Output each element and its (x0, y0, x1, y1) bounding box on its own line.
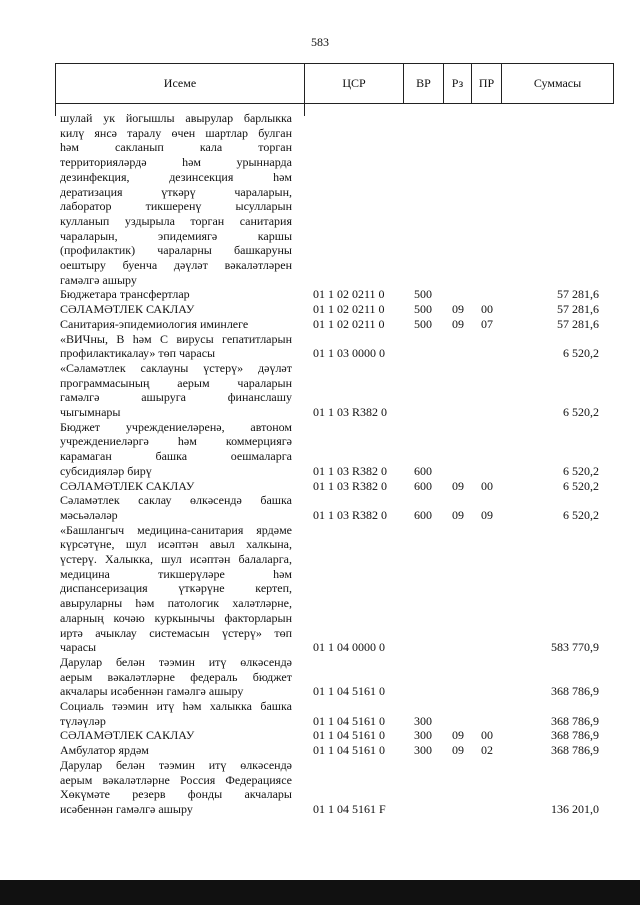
row-name-line: (профилактик) чараларны башкаруны (60, 243, 292, 258)
row-rz: 09 (452, 743, 464, 758)
row-sum: 368 786,9 (551, 684, 599, 699)
row-name-line: авыруларны һәм патологик халәтләрне, (60, 596, 292, 611)
row-pr: 00 (481, 302, 493, 317)
row-csr: 01 1 04 5161 0 (313, 713, 385, 728)
header-name: Исеме (55, 63, 305, 104)
table-row (0, 479, 640, 494)
row-name-line: түләүләр (60, 713, 106, 728)
row-sum: 583 770,9 (551, 640, 599, 655)
row-vr: 300 (414, 743, 432, 758)
header-sum: Суммасы (501, 63, 614, 104)
row-name-line: СӘЛАМӘТЛЕК САКЛАУ (60, 302, 195, 317)
row-name (60, 523, 292, 655)
row-vr: 600 (414, 463, 432, 478)
row-name-line: «ВИЧны, В һәм С вирусы гепатитларын (60, 331, 292, 346)
header-vr: ВР (403, 63, 444, 104)
row-name-line: иртә ачыклау системасын үстерү» төп (60, 625, 292, 640)
row-name-line: һәм сакланып кала торган (60, 140, 292, 155)
row-pr: 00 (481, 478, 493, 493)
row-csr: 01 1 03 R382 0 (313, 404, 388, 419)
row-name-line: Социаль тәэмин итү һәм халыкка башка (60, 699, 292, 713)
row-name-line: «Сәламәтлек саклауны үстерү» дәүләт (60, 360, 292, 375)
row-name-line: Дарулар белән тәэмин итү өлкәсендә (60, 757, 292, 772)
row-sum: 6 520,2 (563, 507, 599, 522)
row-csr: 01 1 03 R382 0 (313, 507, 388, 522)
row-name (60, 699, 292, 728)
row-rz: 09 (452, 507, 464, 522)
row-name-line: СӘЛАМӘТЛЕК САКЛАУ (60, 728, 195, 743)
row-sum: 57 281,6 (557, 287, 599, 302)
row-name-line: шулай ук йогышлы авырулар барлыкка (60, 111, 292, 125)
row-sum: 368 786,9 (551, 713, 599, 728)
row-rz: 09 (452, 728, 464, 743)
row-name-line: чараларын, эпидемиягә каршы (60, 228, 292, 243)
table-row (0, 523, 640, 655)
row-name-line: СӘЛАМӘТЛЕК САКЛАУ (60, 478, 195, 493)
header-pr: ПР (471, 63, 502, 104)
row-sum: 57 281,6 (557, 316, 599, 331)
row-name (60, 758, 292, 817)
row-name-line: «Башлангыч медицина-санитария ярдәме (60, 522, 292, 537)
row-sum: 6 520,2 (563, 404, 599, 419)
row-name (60, 479, 292, 494)
row-csr: 01 1 04 5161 0 (313, 728, 385, 743)
row-name-line: кулланып уздырыла торган санитария (60, 213, 292, 228)
row-name (60, 332, 292, 361)
row-vr: 300 (414, 728, 432, 743)
row-name-line: чыгымнары (60, 405, 121, 419)
row-name-line: акчалары исәбеннән гамәлгә ашыру (60, 684, 244, 699)
row-sum: 6 520,2 (563, 463, 599, 478)
row-pr: 07 (481, 316, 493, 331)
row-name (60, 728, 292, 743)
row-rz: 09 (452, 478, 464, 493)
row-sum: 368 786,9 (551, 743, 599, 758)
row-name (60, 361, 292, 420)
row-csr: 01 1 04 5161 0 (313, 743, 385, 758)
row-pr: 02 (481, 743, 493, 758)
table-header (55, 63, 614, 104)
row-csr: 01 1 04 5161 0 (313, 684, 385, 699)
row-name-line: Санитария-эпидемиология иминлеге (60, 316, 249, 331)
row-csr: 01 1 04 5161 F (313, 801, 386, 816)
row-rz: 09 (452, 302, 464, 317)
row-name-line: гамәлгә ашыруга финанслашу (60, 390, 292, 405)
header-csr: ЦСР (304, 63, 404, 104)
row-name (60, 743, 292, 758)
row-name-line: оештыру буенча дәүләт вәкаләтләрен (60, 258, 292, 273)
row-name (60, 302, 292, 317)
row-name-line: үстерү. Халыкка, шул исәптән балаларга, (60, 552, 292, 566)
row-name-line: аерым вәкаләтләрне Россия Федерациясе (60, 772, 292, 787)
table-row (0, 728, 640, 743)
table-row (0, 655, 640, 699)
row-vr: 500 (414, 302, 432, 317)
row-name-line: килү янсә таралу өчен шартлар булган (60, 125, 292, 140)
table-row (0, 758, 640, 817)
table-row (0, 699, 640, 728)
row-csr: 01 1 04 0000 0 (313, 640, 385, 655)
table-row (0, 361, 640, 420)
row-name-line: медицина тикшерүләре һәм (60, 566, 292, 581)
row-name-line: Амбулатор ярдәм (60, 743, 149, 758)
table-row (0, 332, 640, 361)
row-sum: 136 201,0 (551, 801, 599, 816)
row-vr: 500 (414, 287, 432, 302)
row-name-line: дезинфекция, дезинсекция һәм (60, 169, 292, 184)
row-name-line: Хөкүмәте резерв фонды акчалары (60, 787, 292, 802)
table-row (0, 287, 640, 302)
header-rz: Рз (443, 63, 472, 104)
row-rz: 09 (452, 316, 464, 331)
row-name-line: диспансеризация үткәрүне кертеп, (60, 581, 292, 596)
row-sum: 368 786,9 (551, 728, 599, 743)
row-pr: 09 (481, 507, 493, 522)
row-name-line: территорияләрдә һәм урыннарда (60, 155, 292, 170)
row-name-line: профилактикалау» төп чарасы (60, 346, 216, 361)
row-sum: 57 281,6 (557, 302, 599, 317)
row-name (60, 111, 292, 287)
row-name-line: Дарулар белән тәэмин итү өлкәсендә (60, 654, 292, 669)
row-vr: 300 (414, 713, 432, 728)
table-row (0, 493, 640, 522)
row-csr: 01 1 02 0211 0 (313, 316, 385, 331)
row-csr: 01 1 03 R382 0 (313, 478, 388, 493)
row-name (60, 287, 292, 302)
row-name-line: аларның кочәю куркынычы факторларын (60, 610, 292, 625)
row-csr: 01 1 02 0211 0 (313, 302, 385, 317)
row-vr: 600 (414, 507, 432, 522)
row-name-line: гамәлгә ашыру (60, 272, 137, 287)
row-name (60, 493, 292, 522)
row-name-line: карамаган башка оешмаларга (60, 449, 292, 464)
row-name-line: исәбеннән гамәлгә ашыру (60, 801, 193, 816)
table-row (0, 743, 640, 758)
row-name-line: Бюджетара трансфертлар (60, 287, 190, 302)
row-name-line: Бюджет учреждениеләренә, автоном (60, 419, 292, 434)
row-name-line: Сәламәтлек саклау өлкәсендә башка (60, 493, 292, 508)
row-sum: 6 520,2 (563, 478, 599, 493)
row-name-line: күрсәтүне, шул исәптән авыл халкына, (60, 537, 292, 552)
row-sum: 6 520,2 (563, 346, 599, 361)
table-row (0, 302, 640, 317)
row-name-line: лаборатор тикшеренү ысулларын (60, 199, 292, 214)
row-name (60, 420, 292, 479)
table-row (0, 111, 640, 287)
row-name-line: дератизация үткәрү чараларын, (60, 184, 292, 199)
page-number: 583 (311, 35, 329, 49)
row-name-line: мәсьәләләр (60, 507, 118, 522)
row-vr: 500 (414, 316, 432, 331)
table-row (0, 317, 640, 332)
row-csr: 01 1 03 R382 0 (313, 463, 388, 478)
row-name-line: программасының аерым чараларын (60, 375, 292, 390)
row-name-line: учреждениеләргә һәм коммерциягә (60, 434, 292, 449)
row-name-line: чарасы (60, 640, 97, 655)
row-csr: 01 1 02 0211 0 (313, 287, 385, 302)
row-csr: 01 1 03 0000 0 (313, 346, 385, 361)
row-name (60, 655, 292, 699)
row-name-line: субсидияләр бирү (60, 463, 152, 478)
scan-border (0, 880, 640, 905)
row-name-line: аерым вәкаләтләрне федераль бюджет (60, 669, 292, 684)
row-vr: 600 (414, 478, 432, 493)
table-row (0, 420, 640, 479)
row-name (60, 317, 292, 332)
row-pr: 00 (481, 728, 493, 743)
